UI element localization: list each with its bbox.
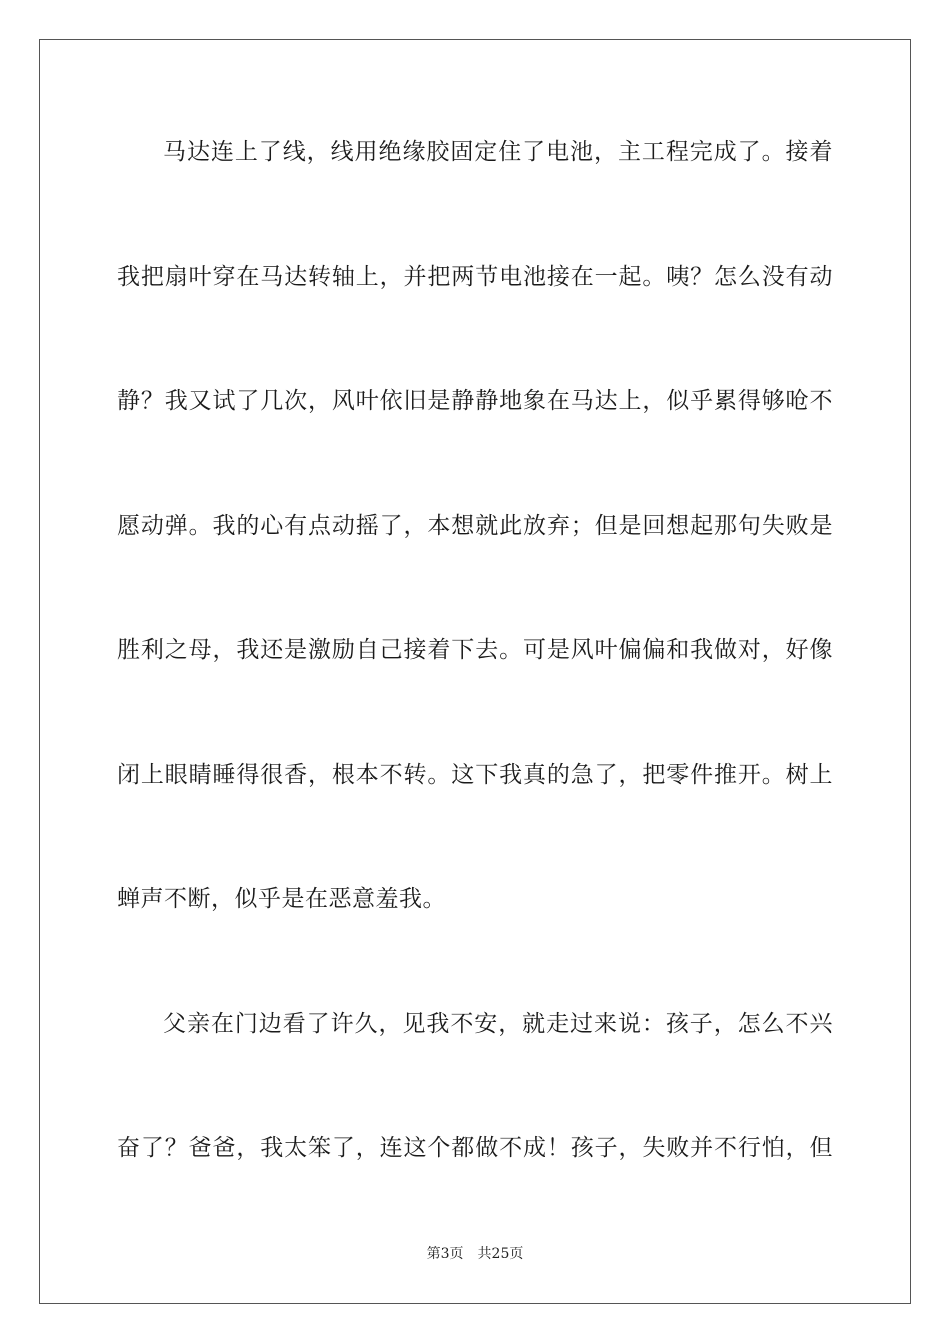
page-number: 第3页 — [426, 1246, 464, 1262]
text-line: 愿动弹。我的心有点动摇了，本想就此放弃；但是回想起那句失败是 — [117, 513, 833, 539]
text-line: 静？我又试了几次，风叶依旧是静静地象在马达上，似乎累得够呛不 — [117, 388, 833, 414]
page-footer — [0, 1245, 950, 1263]
text-line: 我把扇叶穿在马达转轴上，并把两节电池接在一起。咦？怎么没有动 — [117, 264, 833, 290]
page-total: 共25页 — [477, 1246, 524, 1262]
page-border — [39, 39, 911, 1304]
text-line: 闭上眼睛睡得很香，根本不转。这下我真的急了，把零件推开。树上 — [117, 762, 833, 788]
text-line: 父亲在门边看了许久，见我不安，就走过来说：孩子，怎么不兴 — [163, 1011, 833, 1037]
text-line: 蝉声不断，似乎是在恶意羞我。 — [117, 886, 446, 912]
text-line: 奋了？爸爸，我太笨了，连这个都做不成！孩子，失败并不行怕，但 — [117, 1135, 833, 1161]
text-line: 马达连上了线，线用绝缘胶固定住了电池，主工程完成了。接着 — [163, 139, 833, 165]
text-line: 胜利之母，我还是激励自己接着下去。可是风叶偏偏和我做对，好像 — [117, 637, 833, 663]
